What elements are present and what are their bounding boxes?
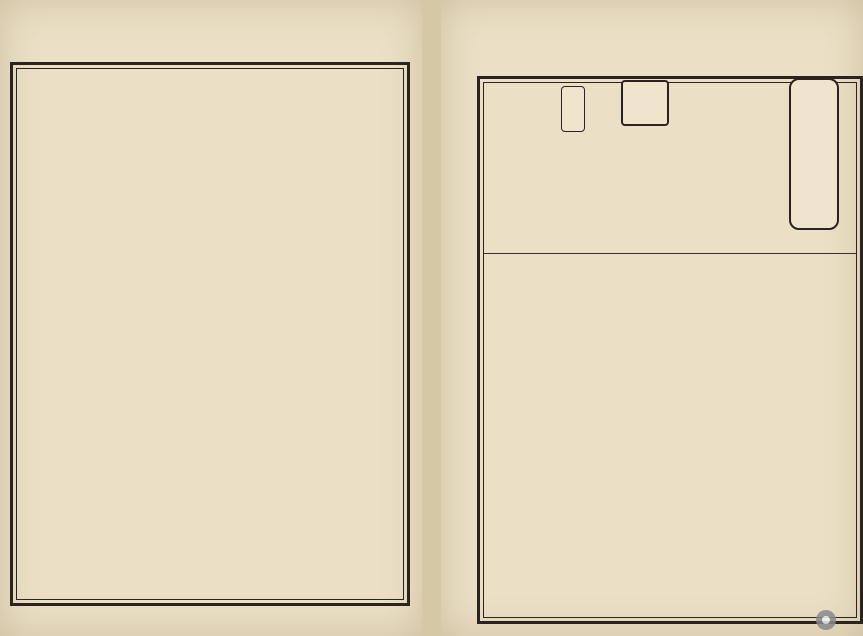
side-label-tab bbox=[561, 86, 585, 132]
right-page-lower-section bbox=[484, 254, 856, 617]
left-page-inner-border bbox=[16, 68, 404, 600]
left-page bbox=[0, 0, 422, 636]
book-gutter bbox=[422, 0, 441, 636]
wechat-icon bbox=[816, 610, 836, 630]
page-title bbox=[789, 78, 839, 230]
right-page bbox=[441, 0, 863, 636]
left-page-border bbox=[10, 62, 410, 606]
left-page-text-block bbox=[21, 71, 399, 597]
watermark bbox=[816, 610, 841, 630]
section-title bbox=[621, 80, 669, 126]
